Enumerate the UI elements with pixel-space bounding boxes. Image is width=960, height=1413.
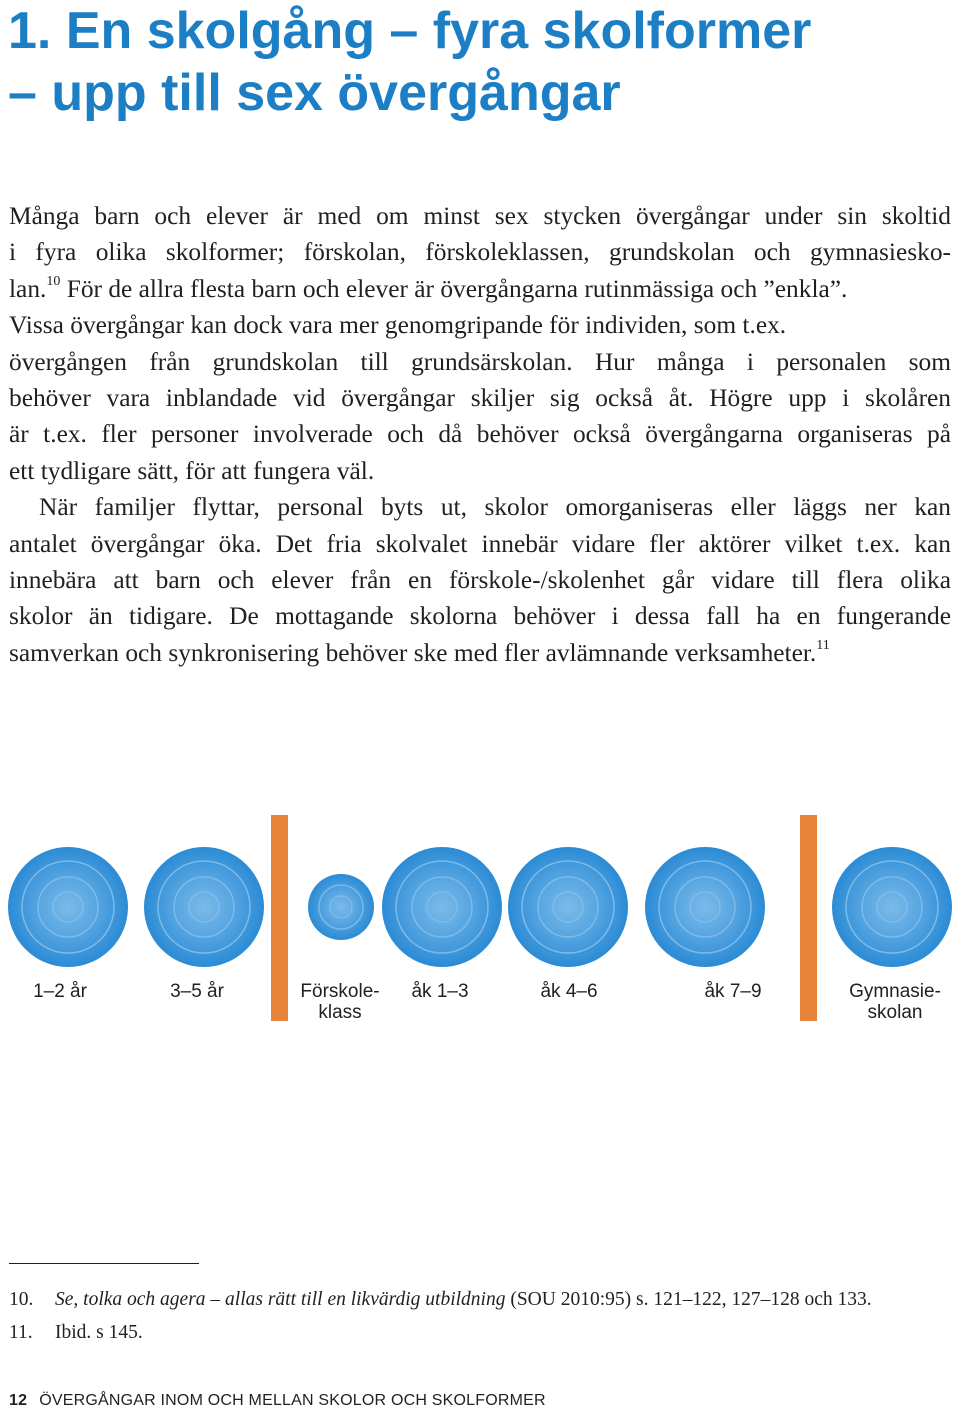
paragraph-2	[9, 489, 951, 671]
footnote-ref-11[interactable]: 11	[816, 638, 830, 654]
stage-label-6: åk 7–9	[704, 981, 762, 1002]
stage-circle-1	[8, 847, 128, 967]
page-number: 12	[9, 1392, 28, 1409]
stage-circle-6	[645, 847, 765, 967]
text-line: skolor än tidigare. De mottagande skolorna behöver i dessa fall ha en fungerande	[9, 602, 951, 631]
stage-circle-4	[382, 847, 502, 967]
text-line: är t.ex. fler personer involverade och då behöver också övergångarna organiseras på	[9, 420, 951, 449]
page-title	[8, 0, 811, 124]
text-line-with-footnote	[9, 635, 951, 671]
footnote-divider	[9, 1263, 199, 1264]
stage-label-2: 3–5 år	[170, 981, 224, 1002]
transition-bar	[271, 815, 288, 1021]
stage-label-3: Förskole- klass	[290, 981, 390, 1023]
text-segment: samverkan och synkronisering behöver ske med fler avlämnande verksamheter.	[9, 638, 817, 667]
text-line: övergången från grundskolan till grundsärskolan. Hur många i personalen som	[9, 347, 951, 376]
text-line: Många barn och elever är med om minst sex stycken övergångar under sin skoltid	[9, 202, 951, 230]
text-segment: För de allra flesta barn och elever är övergångarna rutinmässiga och ”enkla”.	[66, 274, 848, 303]
footnote-11	[9, 1316, 872, 1349]
stage-label-5: åk 4–6	[540, 981, 598, 1002]
footnotes	[9, 1283, 872, 1349]
text-line: ett tydligare sätt, för att fungera väl.	[9, 456, 375, 485]
transition-bar	[800, 815, 817, 1021]
footnote-10	[9, 1283, 872, 1316]
footnote-detail: (SOU 2010:95) s. 121–122, 127–128 och 133.	[505, 1289, 872, 1310]
stage-label-7: Gymnasie- skolan	[849, 981, 941, 1023]
text-line: Vissa övergångar kan dock vara mer genomgripande för individen, som t.ex.	[9, 311, 787, 340]
footnote-title: Se, tolka och agera – allas rätt till en likvärdig utbildning	[55, 1289, 506, 1310]
stage-label-1: 1–2 år	[33, 981, 87, 1002]
page-footer	[9, 1392, 546, 1410]
body-text	[9, 198, 951, 671]
text-line: behöver vara inblandade vid övergångar skiljer sig också åt. Högre upp i skolåren	[9, 383, 951, 412]
stage-circle-2	[144, 847, 264, 967]
stage-circle-3	[308, 874, 374, 940]
stage-circle-5	[508, 847, 628, 967]
title-line-2: – upp till sex övergångar	[8, 64, 621, 122]
text-line: i fyra olika skolformer; förskolan, förskoleklassen, grundskolan och gymnasiesko-	[9, 238, 951, 267]
text-line-with-footnote	[9, 271, 951, 307]
footnote-text	[55, 1283, 872, 1316]
text-line: innebära att barn och elever från en förskole-/skolenhet går vidare till flera olika	[9, 565, 951, 594]
footnote-number: 11.	[9, 1322, 33, 1343]
paragraph-1	[9, 198, 951, 489]
footnote-ref-10[interactable]: 10	[46, 274, 61, 290]
stage-label-4: åk 1–3	[411, 981, 469, 1002]
running-title: ÖVERGÅNGAR INOM OCH MELLAN SKOLOR OCH SKOLFORMER	[39, 1392, 546, 1409]
title-line-1: 1. En skolgång – fyra skolformer	[8, 2, 812, 60]
footnote-number: 10.	[9, 1289, 34, 1310]
footnote-detail: Ibid. s 145.	[55, 1322, 143, 1343]
stage-circle-7	[832, 847, 952, 967]
text-line: antalet övergångar öka. Det fria skolvalet innebär vidare fler aktörer vilket t.ex. kan	[9, 529, 951, 558]
text-line: När familjer flyttar, personal byts ut, skolor omorganiseras eller läggs ner kan	[39, 493, 951, 522]
text-segment: lan.	[9, 274, 47, 303]
school-transition-diagram	[0, 810, 960, 1030]
